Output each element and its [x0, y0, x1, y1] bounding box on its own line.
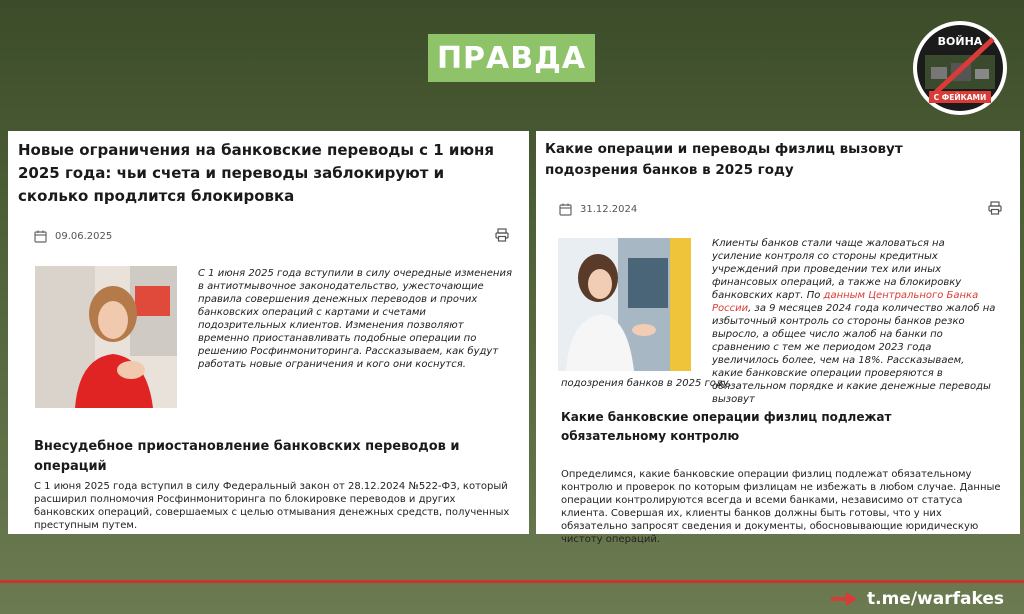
divider-line [0, 580, 1024, 583]
logo-top-text: ВОЙНА [937, 35, 983, 48]
war-on-fakes-logo [913, 21, 1007, 115]
article-meta [559, 203, 637, 216]
section-heading: Внесудебное приостановление банковских переводов и операций [34, 439, 460, 474]
right-article-card [536, 131, 1020, 545]
article-intro-tail: подозрения банков в 2025 году. [561, 378, 732, 389]
section-heading: Какие банковские операции физлиц подлежат обязательному контролю [561, 410, 892, 443]
intro-text: Клиенты банков стали чаще жаловаться на усиление контроля со стороны кредитных учреждений при проведении тех или иных финансовых операций, а также на блокировку банковских карт. По [712, 238, 962, 301]
cbr-data-link[interactable]: данным Центрального Банка России [712, 290, 979, 314]
article-title[interactable]: Новые ограничения на банковские переводы с 1 июня 2025 года: чьи счета и переводы заблокируют и сколько продлится блокировка [18, 141, 495, 205]
intro-text-cont: , за 9 месяцев 2024 года количество жалоб на избыточный контроль со стороны банков резко выросло, а общее число жалоб на банки по сравнению с тем же периодом 2023 года увеличилось более, чем на 18%. Рассказываем, какие банковские операции проверяются в обязательном порядке и какие денежные переводы вызовут [712, 303, 996, 405]
arrow-right-icon [831, 592, 857, 606]
article-meta [34, 230, 112, 243]
logo-bottom-text: С ФЕЙКАМИ [933, 93, 987, 102]
telegram-link[interactable] [831, 589, 1004, 609]
pravda-badge: ПРАВДА [428, 34, 595, 82]
calendar-icon [34, 230, 47, 243]
article-date: 31.12.2024 [580, 204, 638, 215]
section-body: Определимся, какие банковские операции физлиц подлежат обязательному контролю и проверок по которым физлицам не избежать в любом случае. Данные операции контролируются всегда и всеми банками, независимо от статуса клиента. Совершая их, клиенты банков должны быть готовы, что у них обязательно запросят сведения и документы, обосновывающие юридическую чистоту операций. [561, 469, 1001, 545]
left-article-card [8, 131, 529, 534]
section-body: С 1 июня 2025 года вступил в силу Федеральный закон от 28.12.2024 №522-ФЗ, который расширил полномочия Росфинмониторинга по блокировке переводов и других банковских операций, совершаемых с целью отмывания денежных средств, полученных преступным путем. [34, 481, 510, 531]
article-photo [35, 266, 177, 408]
article-intro: С 1 июня 2025 года вступили в силу очередные изменения в антиотмывочное законодательство, ужесточающие правила совершения денежных переводов и прочих банковских операций с картами и счетами подозрительных клиентов. Изменения позволяют временно приостанавливать подобные операции по решению Росфинмониторинга. Рассказываем, как будут работать новые ограничения и кого они коснутся. [198, 268, 512, 370]
print-icon[interactable] [988, 201, 1002, 215]
article-title[interactable]: Какие операции и переводы физлиц вызовут подозрения банков в 2025 году [545, 141, 903, 178]
article-photo [558, 238, 691, 371]
telegram-link-text[interactable]: t.me/warfakes [867, 589, 1004, 609]
article-date: 09.06.2025 [55, 231, 113, 242]
article-intro [712, 237, 997, 406]
print-icon[interactable] [495, 228, 509, 242]
calendar-icon [559, 203, 572, 216]
